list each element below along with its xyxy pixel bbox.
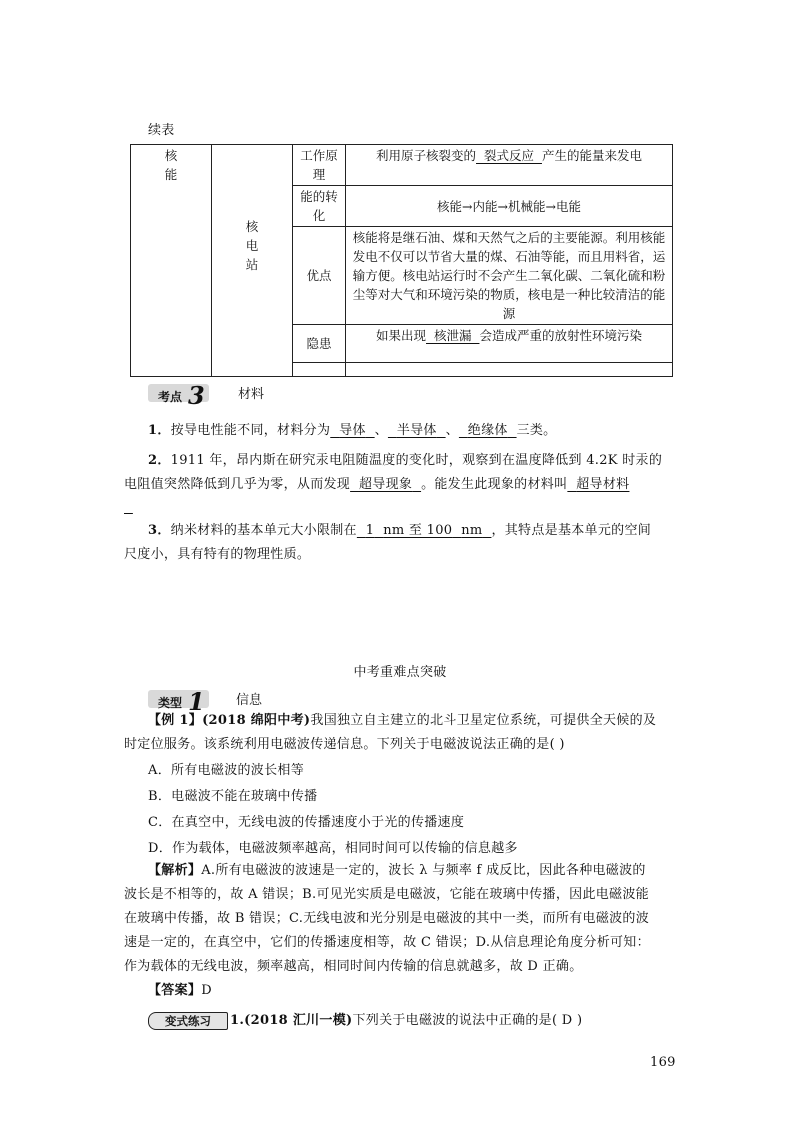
analysis-line-3: 在玻璃中传播，故 B 错误；C.无线电波和光分别是电磁波的其中一类，而所有电磁波的波 [124,911,650,926]
materials-item-3-line-2: 尺度小，具有特有的物理性质。 [124,547,311,562]
option-d: D．作为载体，电磁波频率越高，相同时间可以传输的信息越多 [148,841,518,856]
row-content: 核能将是继石油、煤和天然气之后的主要能源。利用核能发电不仅可以节省大量的煤、石油等能，而且用料省，运输方便。核电站运行时不会产生二氧化碳、二氧化硫和粉尘等对大气和环境污染的物质，核电是一种比较清洁的能源 [346,227,673,325]
practice-badge: 变式练习 [148,1012,228,1030]
subcategory-cell [212,145,293,377]
option-c: C．在真空中，无线电波的传播速度小于光的传播速度 [148,815,465,830]
row-label: 能的转化 [293,186,346,227]
materials-item-3-line-1: 3．纳米材料的基本单元大小限制在 1 nm 至 100 nm ，其特点是基本单元的空间 [148,523,652,538]
section-badge-label: 考点 [158,390,183,404]
option-a: A．所有电磁波的波长相等 [148,763,304,778]
materials-item-2-line-2: 电阻值突然降低到几乎为零，从而发现 超导现象 。能发生此现象的材料叫 超导材料 [124,477,630,492]
practice-question: 1.(2018 汇川一模)下列关于电磁波的说法中正确的是( D ) [230,1013,583,1028]
empty-cell [293,363,346,377]
analysis-line-1: 【解析】A.所有电磁波的波速是一定的，波长 λ 与频率 f 成反比，因此各种电磁波的 [148,863,646,878]
type-badge-label: 类型 [158,696,183,710]
option-b: B．电磁波不能在玻璃中传播 [148,789,318,804]
category-cell [131,145,212,377]
type-badge [148,687,209,716]
materials-item-1: 1．按导电性能不同，材料分为 导体 、 半导体 、 绝缘体 三类。 [148,423,557,438]
type-number: 1 [188,687,205,716]
subcategory-label: 核电站 [245,219,259,272]
continued-label: 续表 [148,123,175,138]
analysis-line-2: 波长是不相等的，故 A 错误；B.可见光实质是电磁波，它能在玻璃中传播，因此电磁波能 [124,887,649,902]
row-content: 利用原子核裂变的 裂式反应 产生的能量来发电 [346,145,673,186]
category-label: 核能 [164,148,178,182]
materials-item-2-line-1: 2．1911 年，昂内斯在研究汞电阻随温度的变化时，观察到在温度降低到 4.2K 时汞的 [148,453,663,468]
answer: 【答案】D [148,983,212,998]
example-question-line-1: 【例 1】(2018 绵阳中考)我国独立自主建立的北斗卫星定位系统，可提供全天候的及 [148,713,657,728]
materials-item-2-line-3 [124,494,133,520]
section-heading: 中考重难点突破 [353,665,447,680]
analysis-line-4: 速是一定的，在真空中，它们的传播速度相等，故 C 错误；D.从信息理论角度分析可知： [124,935,650,950]
row-label: 隐患 [293,325,346,363]
row-label: 工作原理 [293,145,346,186]
section-title: 材料 [238,387,265,402]
analysis-line-5: 作为载体的无线电波，频率越高，相同时间内传输的信息就越多，故 D 正确。 [124,959,583,974]
empty-cell [346,363,673,377]
row-content: 核能→内能→机械能→电能 [346,186,673,227]
type-title: 信息 [236,693,263,708]
section-badge [148,381,209,410]
row-content: 如果出现 核泄漏 会造成严重的放射性环境污染 [346,325,673,363]
section-number: 3 [188,381,205,410]
page-number: 169 [650,1055,676,1070]
row-label: 优点 [293,227,346,325]
example-question-line-2: 时定位服务。该系统利用电磁波传递信息。下列关于电磁波说法正确的是( ) [124,737,565,752]
nuclear-energy-table [130,144,673,377]
